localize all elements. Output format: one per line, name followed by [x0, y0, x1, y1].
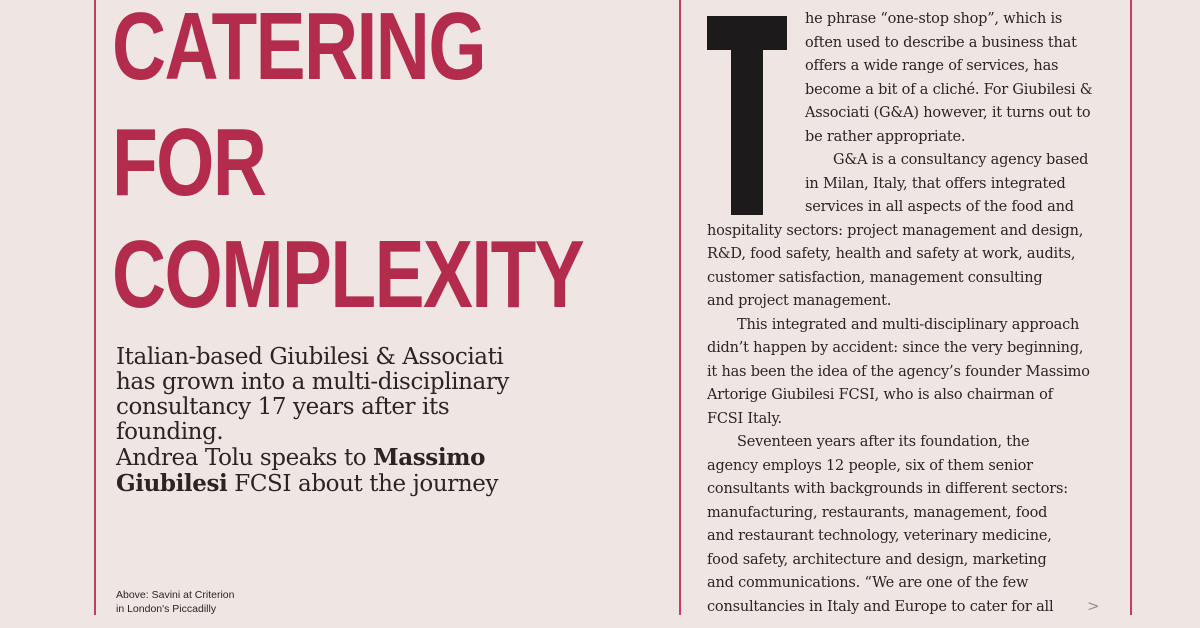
body-line: food safety, architecture and design, marketing [707, 551, 1047, 568]
standfirst-line-4: Andrea Tolu speaks to [116, 445, 374, 471]
headline-line-1: CATERING [112, 0, 485, 100]
body-line: often used to describe a business that [805, 34, 1077, 51]
body-line: agency employs 12 people, six of them senior [707, 457, 1033, 474]
body-line: didn’t happen by accident: since the very beginning, [707, 340, 1084, 356]
standfirst-line-2: has grown into a multi-disciplinary [116, 369, 510, 395]
center-column-rule [679, 0, 681, 615]
body-line: be rather appropriate. [805, 128, 966, 145]
headline-line-2: FOR [112, 109, 266, 216]
body-line: and restaurant technology, veterinary medicine, [707, 528, 1052, 544]
body-line: manufacturing, restaurants, management, food [707, 504, 1048, 521]
standfirst-line-3: consultancy 17 years after its founding. [116, 394, 450, 445]
body-line: Artorige Giubilesi FCSI, who is also chairman of [707, 387, 1053, 403]
body-line: hospitality sectors: project management and design, [707, 222, 1084, 239]
caption-line-1: Above: Savini at Criterion [116, 589, 235, 601]
body-line: Associati (G&A) however, it turns out to [805, 105, 1091, 121]
body-line: R&D, food safety, health and safety at work, audits, [707, 246, 1076, 262]
body-line: and communications. “We are one of the few [707, 575, 1029, 591]
right-column-rule [1130, 0, 1132, 615]
body-line: become a bit of a cliché. For Giubilesi & [805, 81, 1093, 98]
body-line: G&A is a consultancy agency based [833, 152, 1089, 168]
body-line: services in all aspects of the food and [805, 199, 1074, 215]
body-line: and project management. [707, 293, 892, 309]
body-line: consultancies in Italy and Europe to cater for all [707, 598, 1054, 615]
standfirst-line-1: Italian-based Giubilesi & Associati [116, 344, 504, 370]
caption-line-2: in London's Piccadilly [116, 603, 217, 615]
article-body [707, 8, 1127, 619]
left-column-rule [94, 0, 96, 615]
body-line: offers a wide range of services, has [805, 58, 1059, 74]
standfirst-name-bold-2: Giubilesi [116, 470, 228, 497]
body-line: he phrase “one-stop shop”, which is [805, 11, 1063, 27]
body-line: it has been the idea of the agency’s founder Massimo [707, 363, 1090, 380]
image-caption [116, 588, 316, 616]
next-page-arrow-icon[interactable]: > [1087, 597, 1100, 615]
headline-line-3: COMPLEXITY [112, 221, 584, 328]
body-line: Seventeen years after its foundation, the [737, 434, 1030, 450]
body-line: customer satisfaction, management consulting [707, 269, 1043, 286]
body-line: in Milan, Italy, that offers integrated [805, 175, 1066, 192]
standfirst-tail: FCSI about the journey [227, 471, 499, 497]
article-standfirst [116, 345, 561, 497]
standfirst-name-bold-1: Massimo [373, 444, 486, 471]
body-line: FCSI Italy. [707, 410, 782, 427]
body-line: consultants with backgrounds in different sectors: [707, 481, 1068, 497]
body-line: This integrated and multi-disciplinary approach [737, 316, 1080, 333]
